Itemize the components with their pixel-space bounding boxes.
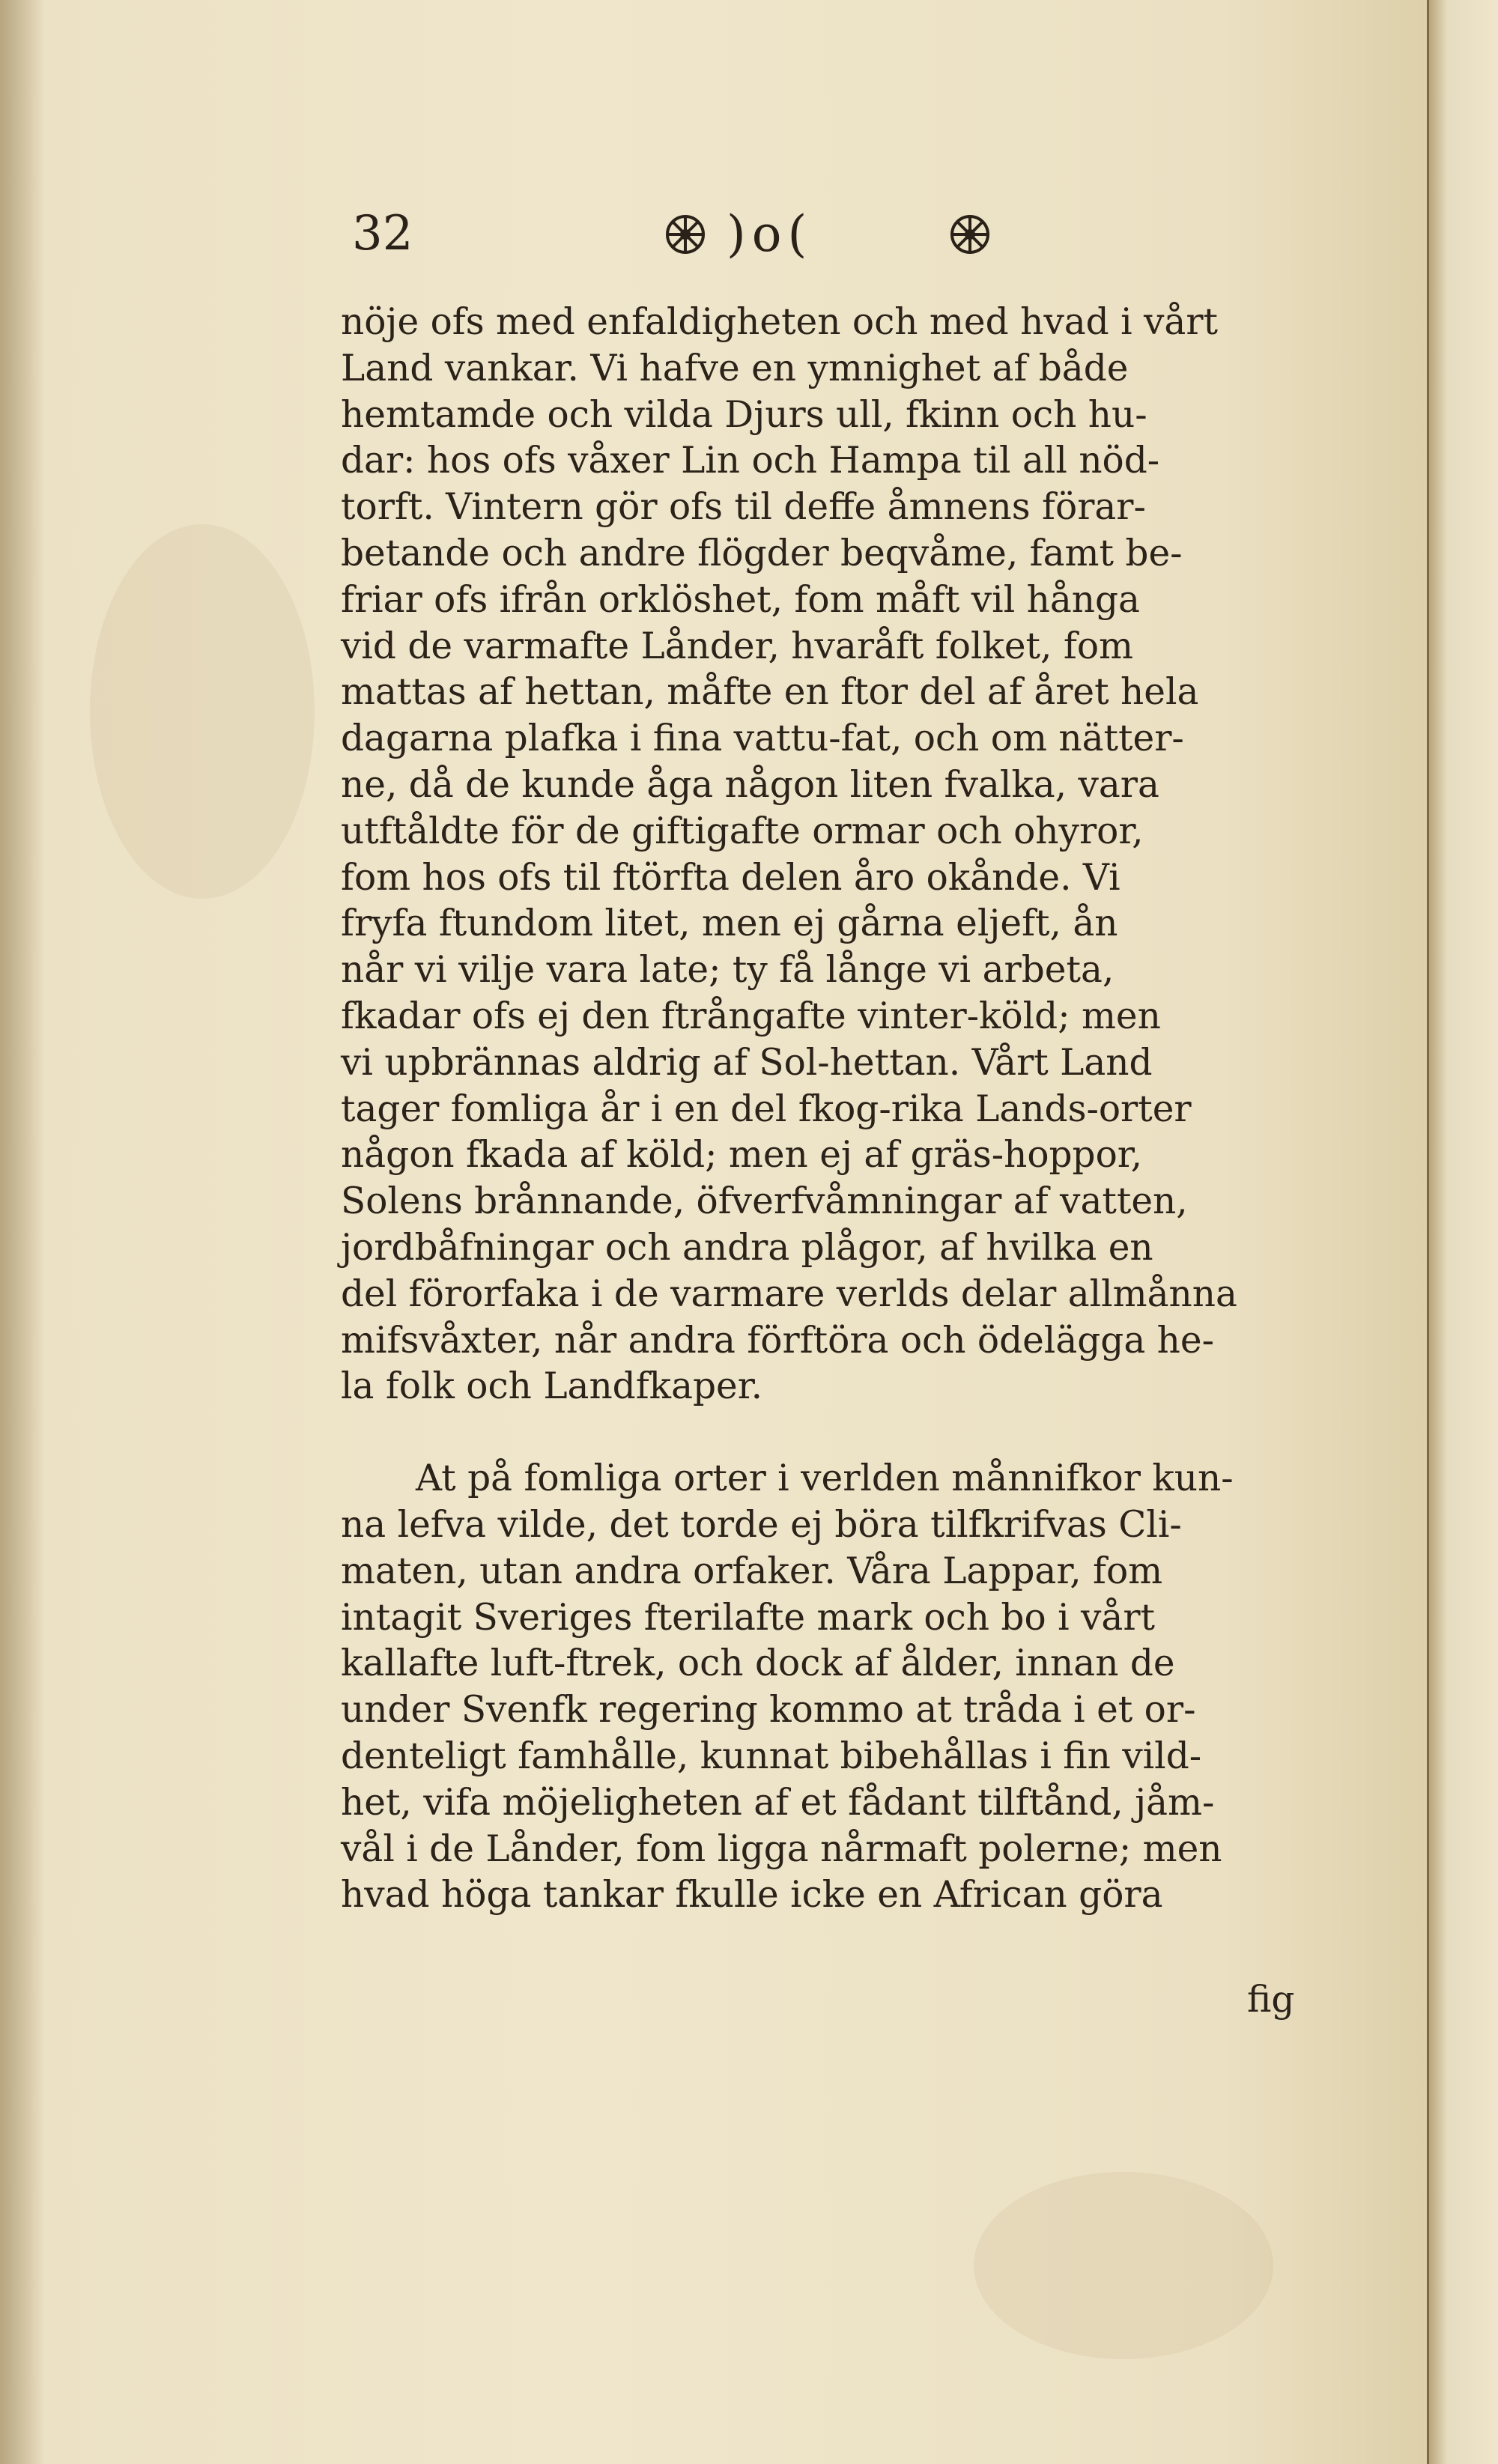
body-text bbox=[341, 300, 1314, 1919]
text-line: någon fkada af köld; men ej af gräs-hoppor, bbox=[341, 1134, 1143, 1177]
flower-ornament-icon bbox=[659, 208, 712, 261]
text-line: intagit Sveriges fterilafte mark och bo i vårt bbox=[341, 1596, 1156, 1639]
text-line: når vi vilje vara late; ty få långe vi arbeta, bbox=[341, 949, 1115, 992]
text-line: la folk och Landfkaper. bbox=[341, 1365, 763, 1408]
text-line: mattas af hettan, måfte en ftor del af året hela bbox=[341, 671, 1199, 714]
text-line: under Svenfk regering kommo at tråda i et or- bbox=[341, 1689, 1196, 1732]
text-line: fkadar ofs ej den ftrångafte vinter-köld; men bbox=[341, 995, 1161, 1037]
page-number: 32 bbox=[352, 206, 413, 261]
text-line: jordbåfningar och andra plågor, af hvilka en bbox=[341, 1226, 1153, 1269]
text-line: na lefva vilde, det torde ej böra tilfkrifvas Cli- bbox=[341, 1503, 1182, 1546]
running-header bbox=[352, 202, 1056, 277]
flower-ornament-icon bbox=[944, 208, 996, 261]
text-line: fom hos ofs til ftörfta delen åro okånde. Vi bbox=[341, 856, 1121, 899]
text-line: het, vifa möjeligheten af et fådant tilftånd, jåm- bbox=[341, 1781, 1215, 1824]
text-line: vid de varmafte Lånder, hvaråft folket, fom bbox=[341, 625, 1134, 667]
text-line: ne, då de kunde åga någon liten fvalka, vara bbox=[341, 763, 1159, 806]
header-ornament: )o( bbox=[727, 205, 813, 263]
text-line: del förorfaka i de varmare verlds delar allmånna bbox=[341, 1272, 1237, 1315]
text-line: dagarna plafka i fina vattu-fat, och om nätter- bbox=[341, 717, 1184, 760]
text-line: fryfa ftundom litet, men ej gårna eljeft, ån bbox=[341, 902, 1118, 945]
paragraph bbox=[341, 1456, 1314, 1919]
text-line: Land vankar. Vi hafve en ymnighet af både bbox=[341, 347, 1129, 389]
text-line: tager fomliga år i en del fkog-rika Lands-orter bbox=[341, 1087, 1192, 1130]
text-line: hemtamde och vilda Djurs ull, fkinn och hu- bbox=[341, 393, 1147, 436]
text-line: betande och andre flögder beqvåme, famt be- bbox=[341, 532, 1183, 574]
paragraph bbox=[341, 300, 1314, 1410]
text-line: denteligt famhålle, kunnat bibehållas i fin vild- bbox=[341, 1735, 1202, 1777]
paper-stain bbox=[90, 524, 315, 899]
catchword: fig bbox=[1247, 1979, 1295, 2021]
text-line: vi upbrännas aldrig af Sol-hettan. Vårt Land bbox=[341, 1041, 1153, 1084]
text-line: vål i de Lånder, fom ligga nårmaft polerne; men bbox=[341, 1827, 1222, 1870]
text-line: Solens brånnande, öfverfvåmningar af vatten, bbox=[341, 1180, 1188, 1223]
text-line: utftåldte för de giftigafte ormar och ohyror, bbox=[341, 810, 1144, 852]
paragraph-gap bbox=[341, 1410, 1314, 1456]
text-line: nöje ofs med enfaldigheten och med hvad i vårt bbox=[341, 301, 1219, 343]
adjacent-page-edge bbox=[1427, 0, 1498, 2464]
text-line: torft. Vintern gör ofs til deffe åmnens förar- bbox=[341, 486, 1146, 529]
text-line: dar: hos ofs våxer Lin och Hampa til all nöd- bbox=[341, 440, 1160, 482]
text-line: At på fomliga orter i verlden månnifkor kun- bbox=[416, 1457, 1234, 1500]
text-line: kallafte luft-ftrek, och dock af ålder, innan de bbox=[341, 1642, 1175, 1685]
paper-stain bbox=[974, 2172, 1273, 2359]
text-line: hvad höga tankar fkulle icke en African göra bbox=[341, 1874, 1163, 1917]
text-line: mifsvåxter, når andra förftöra och ödelägga he- bbox=[341, 1319, 1214, 1362]
text-line: friar ofs ifrån orklöshet, fom måft vil hånga bbox=[341, 578, 1140, 621]
text-line: maten, utan andra orfaker. Våra Lappar, fom bbox=[341, 1550, 1163, 1592]
